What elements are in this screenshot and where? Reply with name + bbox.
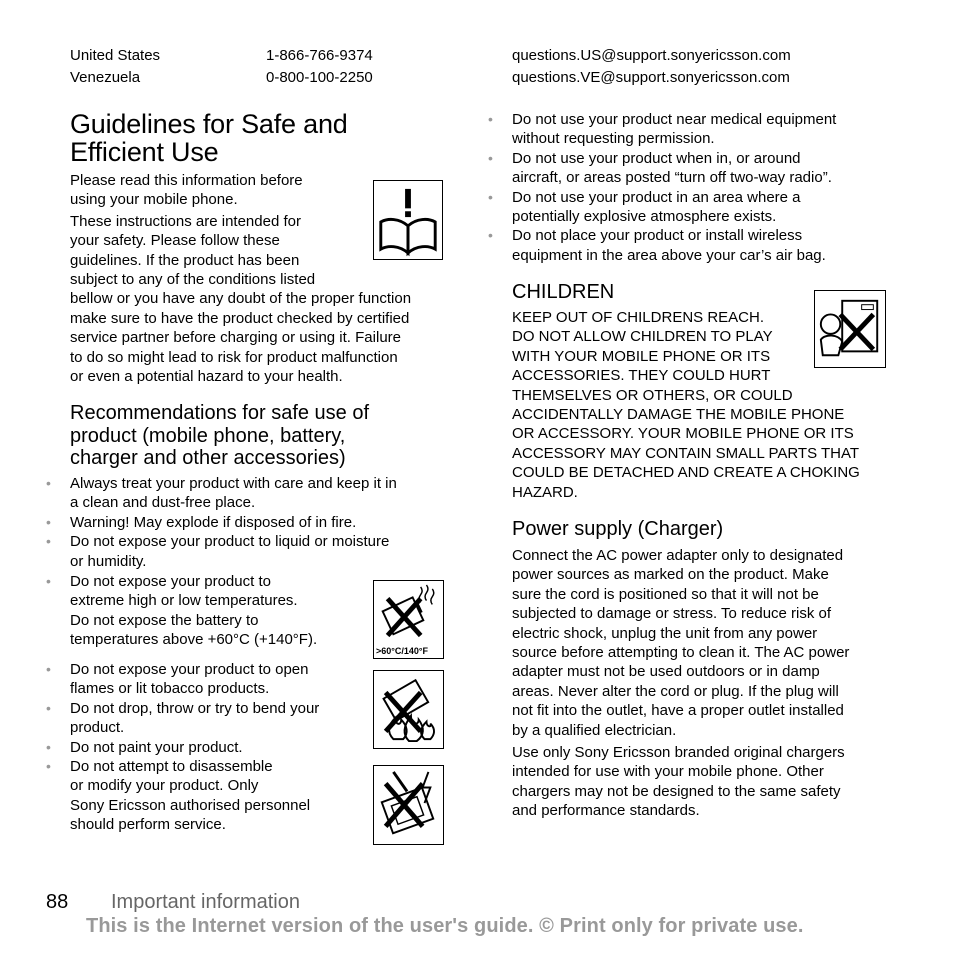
list-item-line: • Do not expose your product to liquid or moisture	[70, 533, 390, 551]
children-line: ACCESSORIES. THEY COULD HURT	[512, 367, 771, 385]
page-title-line: Efficient Use	[70, 137, 219, 167]
power-line: power sources as marked on the product. Make	[512, 566, 829, 584]
power-line: Connect the AC power adapter only to designated	[512, 547, 844, 564]
list-item-line: a clean and dust-free place.	[70, 494, 256, 512]
power-line: not fit into the outlet, have a proper outlet installed	[512, 702, 844, 720]
children-heading: CHILDREN	[512, 281, 615, 303]
children-line: OR ACCESSORY. YOUR MOBILE PHONE OR ITS	[512, 425, 854, 443]
list-item-line: • Do not paint your product.	[70, 738, 243, 756]
power-line: subjected to damage or stress. To reduce risk of	[512, 605, 832, 623]
list-item-line: Do not expose the battery to	[70, 611, 259, 629]
contact-phone: 1-866-766-9374	[266, 47, 373, 64]
intro-line: service partner before charging or using it. Failure	[70, 329, 401, 347]
no-children-icon	[814, 290, 886, 368]
power-line: areas. Never alter the cord or plug. If the plug will	[512, 682, 839, 700]
page-title	[70, 110, 348, 166]
intro-line: make sure to have the product checked by certified	[70, 309, 410, 327]
power-line: Use only Sony Ericsson branded original chargers	[512, 744, 845, 762]
children-line: DO NOT ALLOW CHILDREN TO PLAY	[512, 328, 773, 346]
list-item-line: • Do not use your product when in, or around	[512, 149, 801, 167]
power-line: electric shock, unplug the unit from any power	[512, 624, 818, 642]
list-item	[48, 513, 448, 532]
page-title-line: Guidelines for Safe and	[70, 109, 348, 139]
heading-line: charger and other accessories)	[70, 447, 346, 469]
intro-line: or even a potential hazard to your health.	[70, 368, 343, 386]
intro-line: guidelines. If the product has been	[70, 251, 300, 269]
list-item-line: without requesting permission.	[512, 130, 715, 148]
list-item-line: should perform service.	[70, 816, 226, 834]
list-item	[490, 226, 910, 265]
power-line: by a qualified electrician.	[512, 721, 677, 739]
intro-line: subject to any of the conditions listed	[70, 271, 316, 289]
no-disassemble-icon	[373, 765, 444, 845]
intro-line: bellow or you have any doubt of the proper function	[70, 290, 412, 308]
internet-version-notice: This is the Internet version of the user's guide. © Print only for private use.	[86, 915, 804, 937]
children-line: HAZARD.	[512, 483, 578, 501]
list-item	[48, 532, 448, 571]
list-item-line: • Do not expose your product to	[70, 573, 271, 591]
list-item-line: • Do not attempt to disassemble	[70, 758, 273, 776]
power-supply-heading: Power supply (Charger)	[512, 518, 724, 540]
list-item-line: • Warning! May explode if disposed of in fire.	[70, 513, 357, 531]
list-item-line: aircraft, or areas posted “turn off two-way radio”.	[512, 169, 832, 187]
intro-line: to do so might lead to risk for product malfunction	[70, 348, 398, 366]
children-line: ACCESSORY MAY CONTAIN SMALL PARTS THAT	[512, 444, 860, 462]
recommendations-list	[48, 660, 368, 835]
heading-line: Recommendations for safe use of	[70, 402, 370, 424]
recommendations-heading	[70, 402, 450, 470]
power-supply-paragraph	[512, 546, 912, 821]
section-name: Important information	[111, 891, 300, 913]
list-item-line: • Do not drop, throw or try to bend your	[70, 699, 320, 717]
list-item-line: or humidity.	[70, 552, 147, 570]
children-line: COULD BE DETACHED AND CREATE A CHOKING	[512, 464, 860, 482]
list-item-line: extreme high or low temperatures.	[70, 592, 298, 610]
page-number: 88	[46, 891, 69, 913]
children-line: WITH YOUR MOBILE PHONE OR ITS	[512, 347, 771, 365]
list-item-line: equipment in the area above your car’s air bag.	[512, 246, 826, 264]
list-item	[48, 660, 368, 699]
intro-line: These instructions are intended for	[70, 212, 301, 230]
contact-email: questions.VE@support.sonyericsson.com	[512, 69, 790, 86]
power-line: intended for use with your mobile phone. Other	[512, 763, 824, 781]
power-line: source before attempting to clean it. The AC power	[512, 644, 850, 662]
intro-line: your safety. Please follow these	[70, 232, 280, 250]
list-item	[48, 474, 448, 513]
power-line: adapter must not be used outdoors or in damp	[512, 663, 820, 681]
list-item-line: • Do not use your product in an area where a	[512, 188, 801, 206]
children-line: THEMSELVES OR OTHERS, OR COULD	[512, 386, 793, 404]
list-item	[490, 188, 910, 227]
temperature-label: >60°C/140°F	[376, 646, 428, 656]
list-item	[48, 757, 368, 835]
no-fire-icon	[373, 670, 444, 749]
children-line: ACCIDENTALLY DAMAGE THE MOBILE PHONE	[512, 406, 845, 424]
contact-email: questions.US@support.sonyericsson.com	[512, 47, 791, 64]
contact-country: United States	[70, 47, 161, 64]
list-item-line: • Do not expose your product to open	[70, 661, 309, 678]
list-item-line: or modify your product. Only	[70, 777, 259, 795]
usage-restrictions-list	[490, 110, 910, 265]
list-item-line: product.	[70, 719, 125, 737]
list-item-line: potentially explosive atmosphere exists.	[512, 208, 777, 226]
contact-phone: 0-800-100-2250	[266, 69, 373, 86]
list-item-line: • Do not use your product near medical equipment	[512, 111, 837, 128]
power-line: and performance standards.	[512, 802, 700, 820]
power-line: sure the cord is positioned so that it will not be	[512, 585, 819, 603]
list-item-line: flames or lit tobacco products.	[70, 680, 270, 698]
intro-line: using your mobile phone.	[70, 191, 238, 209]
power-line: chargers may not be designed to the same safety	[512, 782, 841, 800]
contact-country: Venezuela	[70, 69, 141, 86]
children-line: KEEP OUT OF CHILDRENS REACH.	[512, 309, 764, 326]
list-item-line: Sony Ericsson authorised personnel	[70, 796, 311, 814]
intro-line: Please read this information before	[70, 172, 303, 189]
heading-line: product (mobile phone, battery,	[70, 424, 346, 447]
list-item-line: • Always treat your product with care and keep it in	[70, 475, 397, 492]
list-item-line: • Do not place your product or install wireless	[512, 227, 803, 245]
list-item	[490, 149, 910, 188]
read-instructions-book-icon	[373, 180, 443, 260]
list-item	[48, 699, 368, 738]
list-item	[48, 738, 368, 757]
list-item-line: temperatures above +60°C (+140°F).	[70, 631, 318, 649]
list-item	[490, 110, 910, 149]
